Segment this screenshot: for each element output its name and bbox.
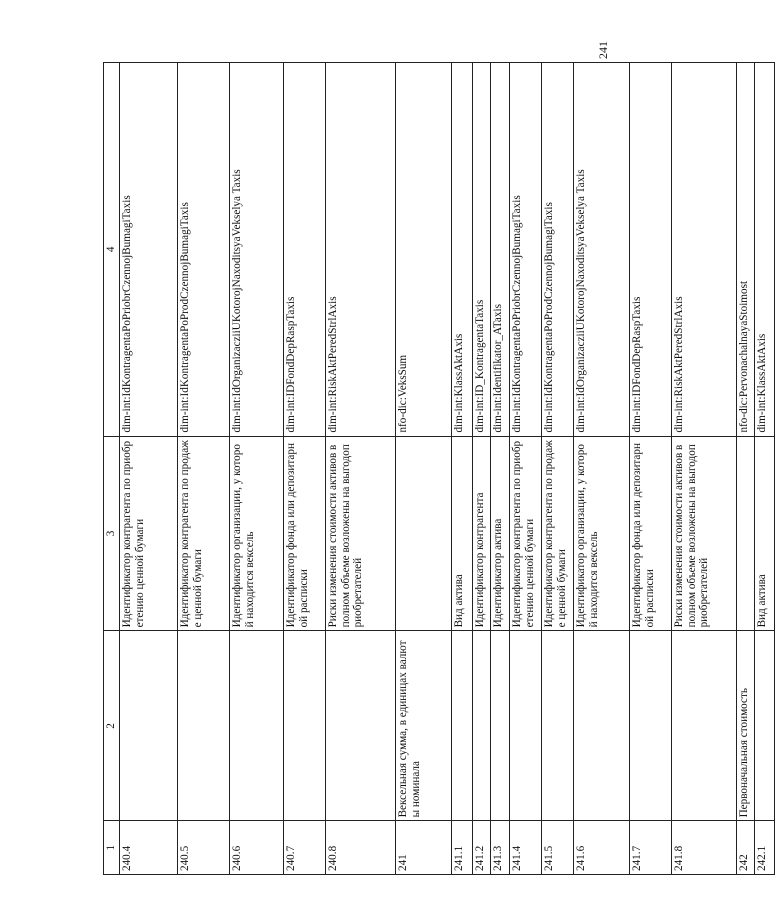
row-number-cell: 240.8 (326, 821, 396, 875)
code-cell: dim-int:IdKontragentaPoPriobrCzennojBumagiTaxis (510, 63, 542, 437)
indicator-name-cell (452, 631, 473, 821)
row-number-cell: 242 (737, 821, 755, 875)
row-number-cell: 240.4 (120, 821, 178, 875)
table-row (284, 63, 326, 875)
code-cell: dim-int:KlassAktAxis (755, 63, 775, 437)
dimension-description-cell (737, 436, 755, 631)
header-cell-3: 3 (104, 436, 120, 631)
row-number-cell: 241.5 (542, 821, 574, 875)
indicator-name-cell (672, 631, 737, 821)
code-cell: dim-int:IdKontragentaPoProdCzennojBumagiTaxis (178, 63, 230, 437)
indicator-name-cell (755, 631, 775, 821)
row-number-cell: 240.6 (230, 821, 284, 875)
dimension-description-cell: Идентификатор организации, у которой находится вексель (230, 436, 284, 631)
table-row (574, 63, 630, 875)
code-cell: dim-int:IDFondDepRaspTaxis (630, 63, 672, 437)
row-number-cell: 241.1 (452, 821, 473, 875)
table-row (120, 63, 178, 875)
indicator-name-cell (491, 631, 510, 821)
code-cell: dim-int:IDFondDepRaspTaxis (284, 63, 326, 437)
header-row (104, 63, 120, 875)
page-number: 241 (596, 41, 610, 59)
table-row (473, 63, 491, 875)
dimension-description-cell: Риски изменения стоимости активов в полном объеме возложены на выгодоприобретателей (672, 436, 737, 631)
row-number-cell: 241.7 (630, 821, 672, 875)
table-row (230, 63, 284, 875)
rotated-table-container (103, 62, 768, 875)
row-number-cell: 240.5 (178, 821, 230, 875)
indicator-name-cell (230, 631, 284, 821)
dimension-description-cell: Идентификатор контрагента по продаже ценной бумаги (542, 436, 574, 631)
indicator-name-cell (510, 631, 542, 821)
row-number-cell: 240.7 (284, 821, 326, 875)
row-number-cell: 241.6 (574, 821, 630, 875)
table-row (491, 63, 510, 875)
table-row (755, 63, 775, 875)
code-cell: dim-int:Identifikator_ATaxis (491, 63, 510, 437)
table-row (326, 63, 396, 875)
dimension-description-cell: Идентификатор контрагента (473, 436, 491, 631)
indicator-name-cell (284, 631, 326, 821)
code-cell: dim-int:RiskAktPeredStrlAxis (672, 63, 737, 437)
code-cell: dim-int:ID_KontragentaTaxis (473, 63, 491, 437)
dimension-description-cell: Идентификатор актива (491, 436, 510, 631)
table-row (396, 63, 452, 875)
table-row (452, 63, 473, 875)
header-cell-4: 4 (104, 63, 120, 437)
table-row (178, 63, 230, 875)
indicator-name-cell: Первоначальная стоимость (737, 631, 755, 821)
row-number-cell: 242.1 (755, 821, 775, 875)
dimension-description-cell: Идентификатор организации, у которой находится вексель (574, 436, 630, 631)
code-cell: dim-int:IdKontragentaPoPriobrCzennojBumagiTaxis (120, 63, 178, 437)
dimension-description-cell: Идентификатор контрагента по приобретению ценной бумаги (510, 436, 542, 631)
code-cell: dim-int:IdOrganizacziiUKotorojNaxoditsyaVekselya Taxis (230, 63, 284, 437)
header-cell-2: 2 (104, 631, 120, 821)
table-row (737, 63, 755, 875)
dimension-description-cell: Риски изменения стоимости активов в полном объеме возложены на выгодоприобретателей (326, 436, 396, 631)
code-cell: dim-int:KlassAktAxis (452, 63, 473, 437)
dimension-description-cell: Идентификатор фонда или депозитарной расписки (630, 436, 672, 631)
row-number-cell: 241.3 (491, 821, 510, 875)
data-table (103, 62, 775, 875)
indicator-name-cell (630, 631, 672, 821)
indicator-name-cell (120, 631, 178, 821)
indicator-name-cell: Вексельная сумма, в единицах валюты номинала (396, 631, 452, 821)
code-cell: dim-int:IdOrganizacziiUKotorojNaxoditsyaVekselya Taxis (574, 63, 630, 437)
table-row (630, 63, 672, 875)
code-cell: nfo-dic:PervonachalnayaStoimost (737, 63, 755, 437)
indicator-name-cell (178, 631, 230, 821)
row-number-cell: 241 (396, 821, 452, 875)
row-number-cell: 241.4 (510, 821, 542, 875)
code-cell: nfo-dic:VeksSum (396, 63, 452, 437)
indicator-name-cell (473, 631, 491, 821)
header-cell-1: 1 (104, 821, 120, 875)
indicator-name-cell (574, 631, 630, 821)
dimension-description-cell: Вид актива (755, 436, 775, 631)
row-number-cell: 241.2 (473, 821, 491, 875)
dimension-description-cell: Идентификатор контрагента по приобретению ценной бумаги (120, 436, 178, 631)
dimension-description-cell: Вид актива (452, 436, 473, 631)
dimension-description-cell (396, 436, 452, 631)
indicator-name-cell (326, 631, 396, 821)
code-cell: dim-int:RiskAktPeredStrlAxis (326, 63, 396, 437)
dimension-description-cell: Идентификатор фонда или депозитарной расписки (284, 436, 326, 631)
table-row (672, 63, 737, 875)
indicator-name-cell (542, 631, 574, 821)
dimension-description-cell: Идентификатор контрагента по продаже ценной бумаги (178, 436, 230, 631)
table-row (542, 63, 574, 875)
code-cell: dim-int:IdKontragentaPoProdCzennojBumagiTaxis (542, 63, 574, 437)
row-number-cell: 241.8 (672, 821, 737, 875)
table-row (510, 63, 542, 875)
